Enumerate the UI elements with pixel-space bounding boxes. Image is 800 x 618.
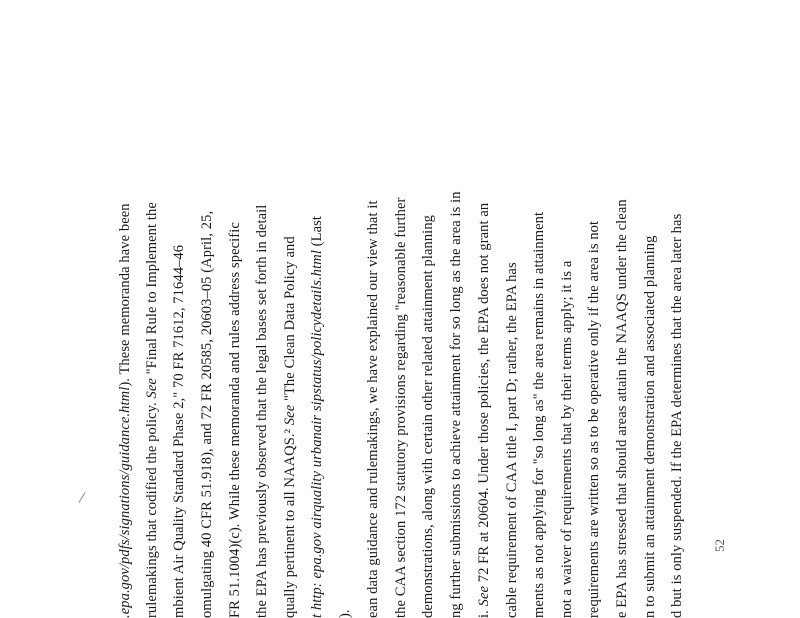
text-segment: demonstrations, along with certain other related attainment planning [420,214,436,618]
text-line [643,236,658,618]
text-line [338,609,353,618]
text-line [310,216,325,618]
text-segment: d but is only suspended. If the EPA determines that the area later has [669,213,685,618]
text-line [172,245,187,618]
text-segment: (Last [309,216,325,251]
text-segment: FR 51.1004)(c). While these memoranda and rules address specific [227,222,243,618]
text-segment: the CAA section 172 statutory provisions regarding "reasonable further [393,197,409,618]
text-line [255,205,270,618]
text-line [449,191,464,618]
text-segment: .epa.gov/pdfs/signations/guidance.html [117,386,133,618]
text-segment: n to submit an attainment demonstration and associated planning [642,235,658,618]
text-line [532,212,547,618]
text-segment: See [282,404,298,426]
text-segment: the EPA has previously observed that the legal bases set forth in detail [254,204,270,618]
text-segment: e EPA has stressed that should areas attain the NAAQS under the clean [614,199,630,618]
text-segment: ). These memoranda have been [117,203,133,387]
text-line [118,203,133,618]
text-segment: not a waiver of requirements that by their terms apply; it is a [559,260,575,618]
text-line [366,200,381,618]
text-line [421,215,436,618]
text-segment: qually pertinent to all NAAQS.² [282,425,298,618]
text-line [560,261,575,618]
text-segment: omulgating 40 CFR 51.918), and 72 FR 20585, 20603–05 (April, 25, [199,210,215,618]
text-segment: ean data guidance and rulemakings, we have explained our view that it [365,200,381,618]
text-segment: mbient Air Quality Standard Phase 2," 70 FR 71612, 71644–46 [171,244,187,618]
text-segment: 72 FR at 20604. Under those policies, the EPA does not grant an [476,202,492,586]
text-line [283,236,298,618]
text-segment: ng further submissions to achieve attainment for so long as the area is in [448,191,464,618]
text-segment: See [144,378,160,399]
text-line [477,203,492,618]
text-segment: t http: epa.gov airquality urbanair sipstatus/policydetails.html [309,250,325,618]
text-segment: rulemakings that codified the policy. [144,398,160,618]
text-segment: i. [476,606,492,618]
text-line [200,211,215,618]
text-line [670,214,685,618]
text-line [615,199,630,618]
text-segment: "The Clean Data Policy and [282,236,298,405]
text-line [394,198,409,618]
text-segment: cable requirement of CAA title I, part D; rather, the EPA has [504,262,520,618]
text-segment: "Final Rule to Implement the [144,202,160,379]
text-line [228,222,243,618]
text-line [145,202,160,618]
text-segment: requirements are written so as to be operative only if the area is not [586,220,602,618]
text-segment: ments as not applying for "so long as" the area remains in attainment [531,211,547,618]
text-line [505,262,520,618]
page-number: 52 [712,539,727,552]
text-segment: See [476,585,492,607]
text-line [587,221,602,618]
text-segment: ). [337,609,353,618]
